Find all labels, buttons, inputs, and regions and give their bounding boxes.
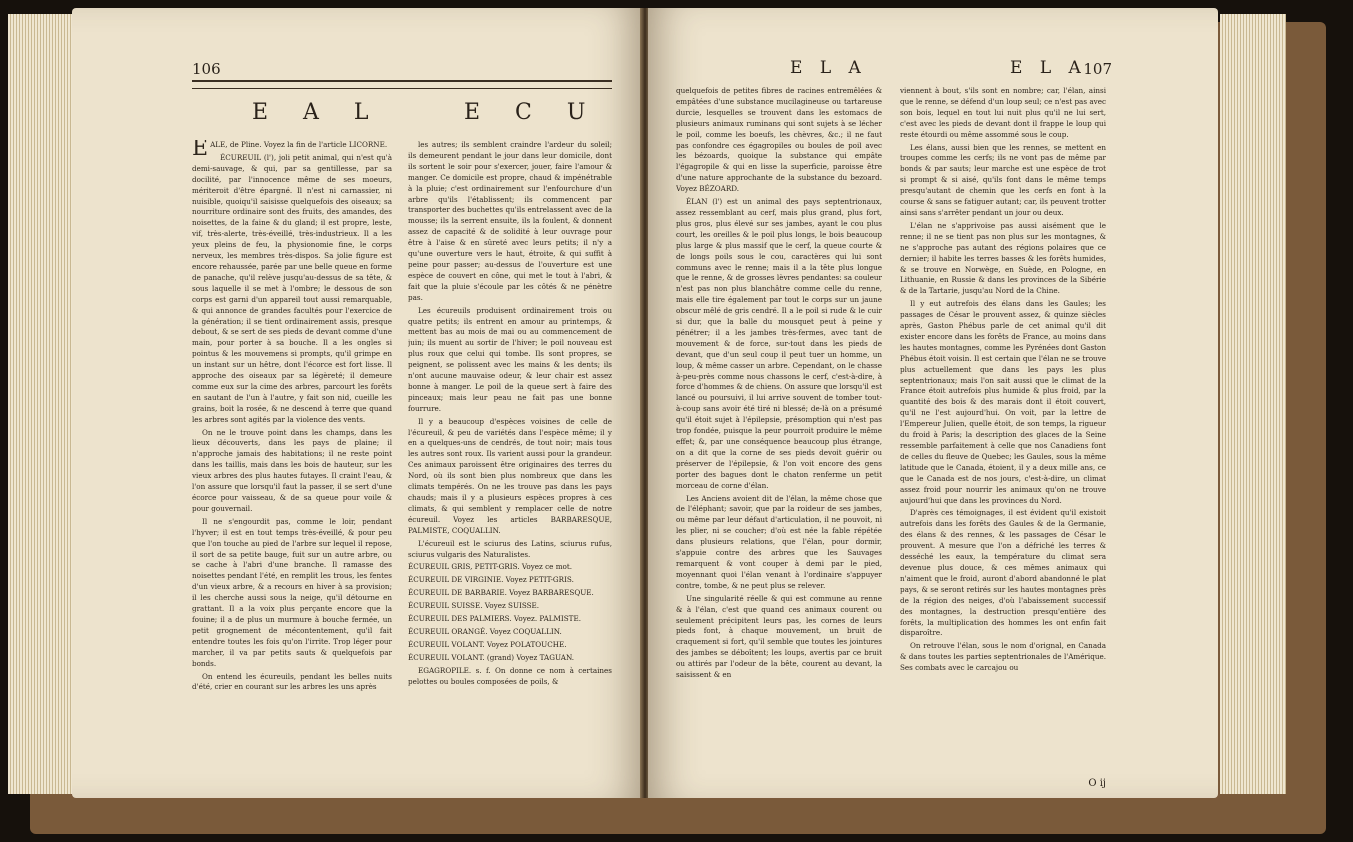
paragraph: On ne le trouve point dans les champs, dans les lieux découverts, dans les pays de plaine; il n'approche jamais des habitations; il ne reste point dans les taillis, mais dans les bois de hauteur, sur les vieux arbres des plus hautes futayes. Il craint l'eau, & l'on assure que lorsqu'il faut la passer, il se sert d'une écorce pour vaisseau, & de sa queue pour voile & pour gouvernail. <box>192 427 392 513</box>
paragraph: Les élans, aussi bien que les rennes, se mettent en troupes comme les cerfs; ils ne vont pas de même par bonds & par sauts; leur marche est une espèce de trot si prompt & si aisé, qu'ils font dans le même temps presqu'autant de chemin que les cerfs en font à la course & sans se fatiguer autant; car, ils peuvent trotter ainsi sans s'arrêter pendant un jour ou deux. <box>900 142 1106 217</box>
paragraph: Les Anciens avoient dit de l'élan, la même chose que de l'éléphant; savoir, que par la roideur de ses jambes, ou même par leur défaut d'articulation, il ne pouvoit, ni les plier, ni se coucher; d'où est née la fable répétée dans plusieurs relations, que l'élan, pour dormir, s'appuie contre des arbres que les Sauvages remarquent & vont couper à demi par le pied, moyennant quoi l'élan venant à l'ordinaire s'appuyer contre, tombe, & ne peut plus se relever. <box>676 493 882 590</box>
entry: ÉCUREUIL SUISSE. Voyez SUISSE. <box>408 601 540 611</box>
header-rule <box>192 80 612 89</box>
entry: ÉCUREUIL DE BARBARIE. Voyez BARBARESQUE. <box>408 588 594 598</box>
paragraph: D'après ces témoignages, il est évident qu'il existoit autrefois dans les forêts des Gaules & de la Germanie, des élans & des rennes, & les passages de César le prouvent. A mesure que l'on a défriché les terres & desséché les eaux, la température du climat sera devenue plus douce, & ces mêmes animaux qui n'aiment que le froid, auront d'abord abandonné le plat pays, & se seront retirés sur les hautes montagnes près de la région des neiges, d'où l'abaissement successif des montagnes, la destruction presqu'entière des forêts, la multiplication des hommes les ont enfin fait disparoître. <box>900 508 1106 638</box>
paragraph: les autres; ils semblent craindre l'ardeur du soleil; ils demeurent pendant le jour dans leur domicile, dont ils sortent le soir pour s'exercer, jouer, faire l'amour & manger. Ce domicile est propre, chaud & impénétrable à la pluie; c'est ordinairement sur l'enfourchure d'un arbre qu'ils l'établissent; ils commencent par transporter des buchettes qu'ils entrelassent avec de la mousse; ils la serrent ensuite, ils la foulent, & donnent assez de capacité & de solidité à leur ouvrage pour être à l'aise & en sûreté avec leurs petits; il n'y a qu'une ouverture vers le haut, étroite, & qui suffit à peine pour passer; au-dessus de l'ouverture est une espèce de couvert en cône, qui met le tout à l'abri, & fait que la pluie s'écoule par les côtés & ne pénètre pas. <box>408 140 612 302</box>
page-edges-left <box>8 14 74 794</box>
text-column-2 <box>408 140 612 788</box>
running-head-right: E C U <box>464 100 600 125</box>
text-column-2 <box>900 86 1106 776</box>
paragraph: Il ne s'engourdit pas, comme le loir, pendant l'hyver; il est en tout temps très-éveillé, & pour peu que l'on touche au pied de l'arbre sur lequel il repose, il sort de sa petite bauge, fuit sur un autre arbre, ou se cache à l'abri d'une branche. Il ramasse des noisettes pendant l'été, en remplit les trous, les fentes d'un vieux arbre, & a recours en hiver à sa provision; il les cherche aussi sous la neige, qu'il détourne en grattant. Il a la voix plus perçante encore que la fouine; il a de plus un murmure à bouche fermée, un petit grognement de mécontentement, qu'il fait entendre toutes les fois qu'on l'irrite. Trop léger pour marcher, il va par petits sauts & quelquefois par bonds. <box>192 516 392 668</box>
paragraph: Il y eut autrefois des élans dans les Gaules; les passages de César le prouvent assez, & quinze siècles après, Gaston Phébus parle de cet animal qu'il dit exister encore dans les forêts de France, au moins dans les hautes montagnes, comme les Pyrénées dont Gaston Phébus étoit voisin. Il est certain que l'élan ne se trouve plus actuellement que dans les pays les plus septentrionaux; mais l'on sait aussi que le climat de la France étoit autrefois plus humide & plus froid, par la quantité des bois & des marais dont il étoit couvert, qu'il ne l'est aujourd'hui. On voit, par la lettre de l'Empereur Julien, quelle étoit, de son temps, la rigueur du froid à Paris; la description des glaces de la Seine ressemble parfaitement à celle que nos Canadiens font de celles du fleuve de Quebec; les Gaules, sous la même latitude que le Canada, étoient, il y a deux mille ans, ce que le Canada est de nos jours, c'est-à-dire, un climat assez froid pour nourrir les animaux qu'on ne trouve aujourd'hui que dans les provinces du Nord. <box>900 299 1106 505</box>
right-page <box>648 8 1218 798</box>
text-column-1 <box>192 140 392 788</box>
paragraph: EGAGROPILE. s. f. On donne ce nom à certaines pelottes ou boules composées de poils, & <box>408 665 612 686</box>
paragraph: Une singularité réelle & qui est commune au renne & à l'élan, c'est que quand ces animaux courent ou seulement précipitent leurs pas, les cornes de leurs pieds font, à chaque mouvement, un bruit de craquement si fort, qu'il semble que toutes les jointures des jambes se déboîtent; les loups, avertis par ce bruit ou attirés par l'odeur de la bête, courent au devant, la saisissent & en <box>676 593 882 680</box>
paragraph: EALE, de Pline. Voyez la fin de l'article LICORNE. <box>192 140 388 161</box>
signature-mark: O ij <box>1088 778 1106 789</box>
paragraph: L'écureuil est le sciurus des Latins, sciurus rufus, sciurus vulgaris des Naturalistes. <box>408 538 612 559</box>
page-edges-right <box>1220 14 1286 794</box>
paragraph: Il y a beaucoup d'espèces voisines de celle de l'écureuil, & peu de variétés dans l'espèce même; il y en a quelques-uns de cendrés, de tout noir; mais tous les autres sont roux. Ils varient aussi pour la grandeur. Ces animaux paroissent être originaires des terres du Nord, où ils sont bien plus nombreux que dans les climats tempérés. On ne les trouve pas dans les pays chauds; mais il y a plusieurs espèces propres à ces climats, & qui semblent y remplacer celle de notre écureuil. Voyez les articles BARBARESQUE, PALMISTE, COQUALLIN. <box>408 416 612 535</box>
left-page <box>72 8 642 798</box>
page-number: 106 <box>192 60 221 78</box>
entry: ÉCUREUIL DES PALMIERS. Voyez. PALMISTE. <box>408 614 581 624</box>
paragraph: ÉLAN (l') est un animal des pays septentrionaux, assez ressemblant au cerf, mais plus grand, plus fort, plus gros, plus élevé sur ses jambes, ayant le cou plus court, les oreilles & le poil plus longs, le bois beaucoup plus large & plus massif que le cerf, la queue courte & de longs poils sous le cou, caractères qui lui sont communs avec le renne; mais il a la tête plus longue que le renne, & de grosses lèvres pendantes: sa couleur n'est pas non plus blanchâtre comme celle du renne, mais elle tire également par tout le corps sur un jaune obscur mêlé de gris cendré. Il a le poil si rude & le cuir si dur, que la balle du mousquet peut à peine y pénétrer; il a les jambes très-fermes, avec tant de mouvement & de force, sur-tout dans les pieds de devant, que d'un seul coup il peut tuer un homme, un loup, & même casser un arbre. Cependant, on le chasse à-peu-près comme nous chassons le cerf, c'est-à-dire, à force d'hommes & de chiens. On assure que lorsqu'il est lancé ou poursuivi, il lui arrive souvent de tomber tout-à-coup sans avoir été tiré ni blessé; de-là on a présumé qu'il étoit sujet à l'épilepsie, présomption qui n'est pas trop fondée, puisque la peur pourroit produire le même effet; &, par une conséquence beaucoup plus étrange, on a dit que la corne de ses pieds devoit guérir ou préserver de l'épilepsie, & l'on voit encore des gens porter des bagues dont le chaton renferme un petit morceau de corne d'élan. <box>676 197 882 490</box>
page-number: 107 <box>1083 60 1112 78</box>
drop-cap: E <box>192 140 209 161</box>
entry: ÉCUREUIL ORANGÉ. Voyez COQUALLIN. <box>408 626 562 636</box>
entry: ÉCUREUIL DE VIRGINIE. Voyez PETIT-GRIS. <box>408 575 574 585</box>
entry: ÉCUREUIL VOLANT. (grand) Voyez TAGUAN. <box>408 652 575 662</box>
paragraph: L'élan ne s'apprivoise pas aussi aisément que le renne; il ne se tient pas non plus sur les montagnes, & ne s'approche pas autant des régions polaires que ce dernier; il habite les terres basses & les forêts humides, & se trouve en Norwège, en Suède, en Pologne, en Lithuanie, en Russie & dans les provinces de la Sibérie & de la Tartarie, jusqu'au Nord de la Chine. <box>900 220 1106 296</box>
entry: ÉCUREUIL GRIS, PETIT-GRIS. Voyez ce mot. <box>408 562 573 572</box>
text-column-1 <box>676 86 882 788</box>
running-head-left: E L A <box>790 58 867 78</box>
running-head-right: E L A <box>1010 58 1087 78</box>
paragraph: quelquefois de petites fibres de racines entremêlées & empâtées d'une substance mucilagineuse ou tartareuse durcie, lesquelles se trouvent dans les estomacs de plusieurs animaux ruminans qui sont sujets à se lécher le poil, comme les boeufs, les chèvres, &c.; il ne faut pas confondre ces égagropiles ou boules de poil avec les bézoards, quoique la substance qui empâte l'égagropile & qui en lisse la superficie, paroisse être d'une nature approchante de la substance du bezoard. Voyez BÉZOARD. <box>676 86 882 194</box>
paragraph: Les écureuils produisent ordinairement trois ou quatre petits; ils entrent en amour au printemps, & mettent bas au mois de mai ou au commencement de juin; ils muent au sortir de l'hiver; le poil nouveau est plus roux que celui qui tombe. Ils sont propres, se peignent, se polissent avec les mains & les dents; ils n'ont aucune mauvaise odeur, & leur chair est assez bonne à manger. Le poil de la queue sert à faire des pinceaux; mais leur peau ne fait pas une bonne fourrure. <box>408 305 612 413</box>
paragraph: viennent à bout, s'ils sont en nombre; car, l'élan, ainsi que le renne, se défend d'un loup seul; ce n'est pas avec son bois, lequel en tout lui nuit plus qu'il ne lui sert, c'est avec les pieds de devant dont il frappe le loup qui reste étourdi ou même assommé sous le coup. <box>900 86 1106 139</box>
entry: ÉCUREUIL VOLANT. Voyez POLATOUCHE. <box>408 639 567 649</box>
paragraph: On entend les écureuils, pendant les belles nuits d'été, crier en courant sur les arbres les uns après <box>192 671 392 692</box>
running-head-left: E A L <box>252 100 383 125</box>
paragraph: On retrouve l'élan, sous le nom d'orignal, en Canada & dans toutes les parties septentrionales de l'Amérique. Ses combats avec le carcajou ou <box>900 641 1106 673</box>
paragraph: ÉCUREUIL (l'), joli petit animal, qui n'est qu'à demi-sauvage, & qui, par sa gentillesse, par sa docilité, par l'innocence même de ses moeurs, mériteroit d'être épargné. Il n'est ni carnassier, ni nuisible, quoiqu'il saisisse quelquefois des oiseaux; sa nourriture ordinaire sont des fruits, des amandes, des noisettes, de la faine & du gland; il est propre, leste, vif, très-alerte, très-éveillé, très-industrieux. Il a les yeux pleins de feu, la physionomie fine, le corps nerveux, les membres très-dispos. Sa jolie figure est encore rehaussée, parée par une belle queue en forme de panache, qu'il relève jusqu'au-dessus de sa tête, & sous laquelle il se met à l'ombre; le dessous de son corps est garni d'un appareil tout aussi remarquable, & qui annonce de grandes facultés pour l'exercice de la génération; il se tient ordinairement assis, presque debout, & se sert de ses pieds de devant comme d'une main, pour porter à sa bouche. Il a les ongles si pointus & les mouvemens si prompts, qu'il grimpe en un instant sur un hêtre, dont l'écorce est fort lisse. Il approche des oiseaux par sa légèreté; il demeure comme eux sur la cime des arbres, parcourt les forêts en sautant de l'un à l'autre, y fait son nid, cueille les grains, boit la rosée, & ne descend à terre que quand les arbres sont agités par la violence des vents. <box>192 152 392 424</box>
